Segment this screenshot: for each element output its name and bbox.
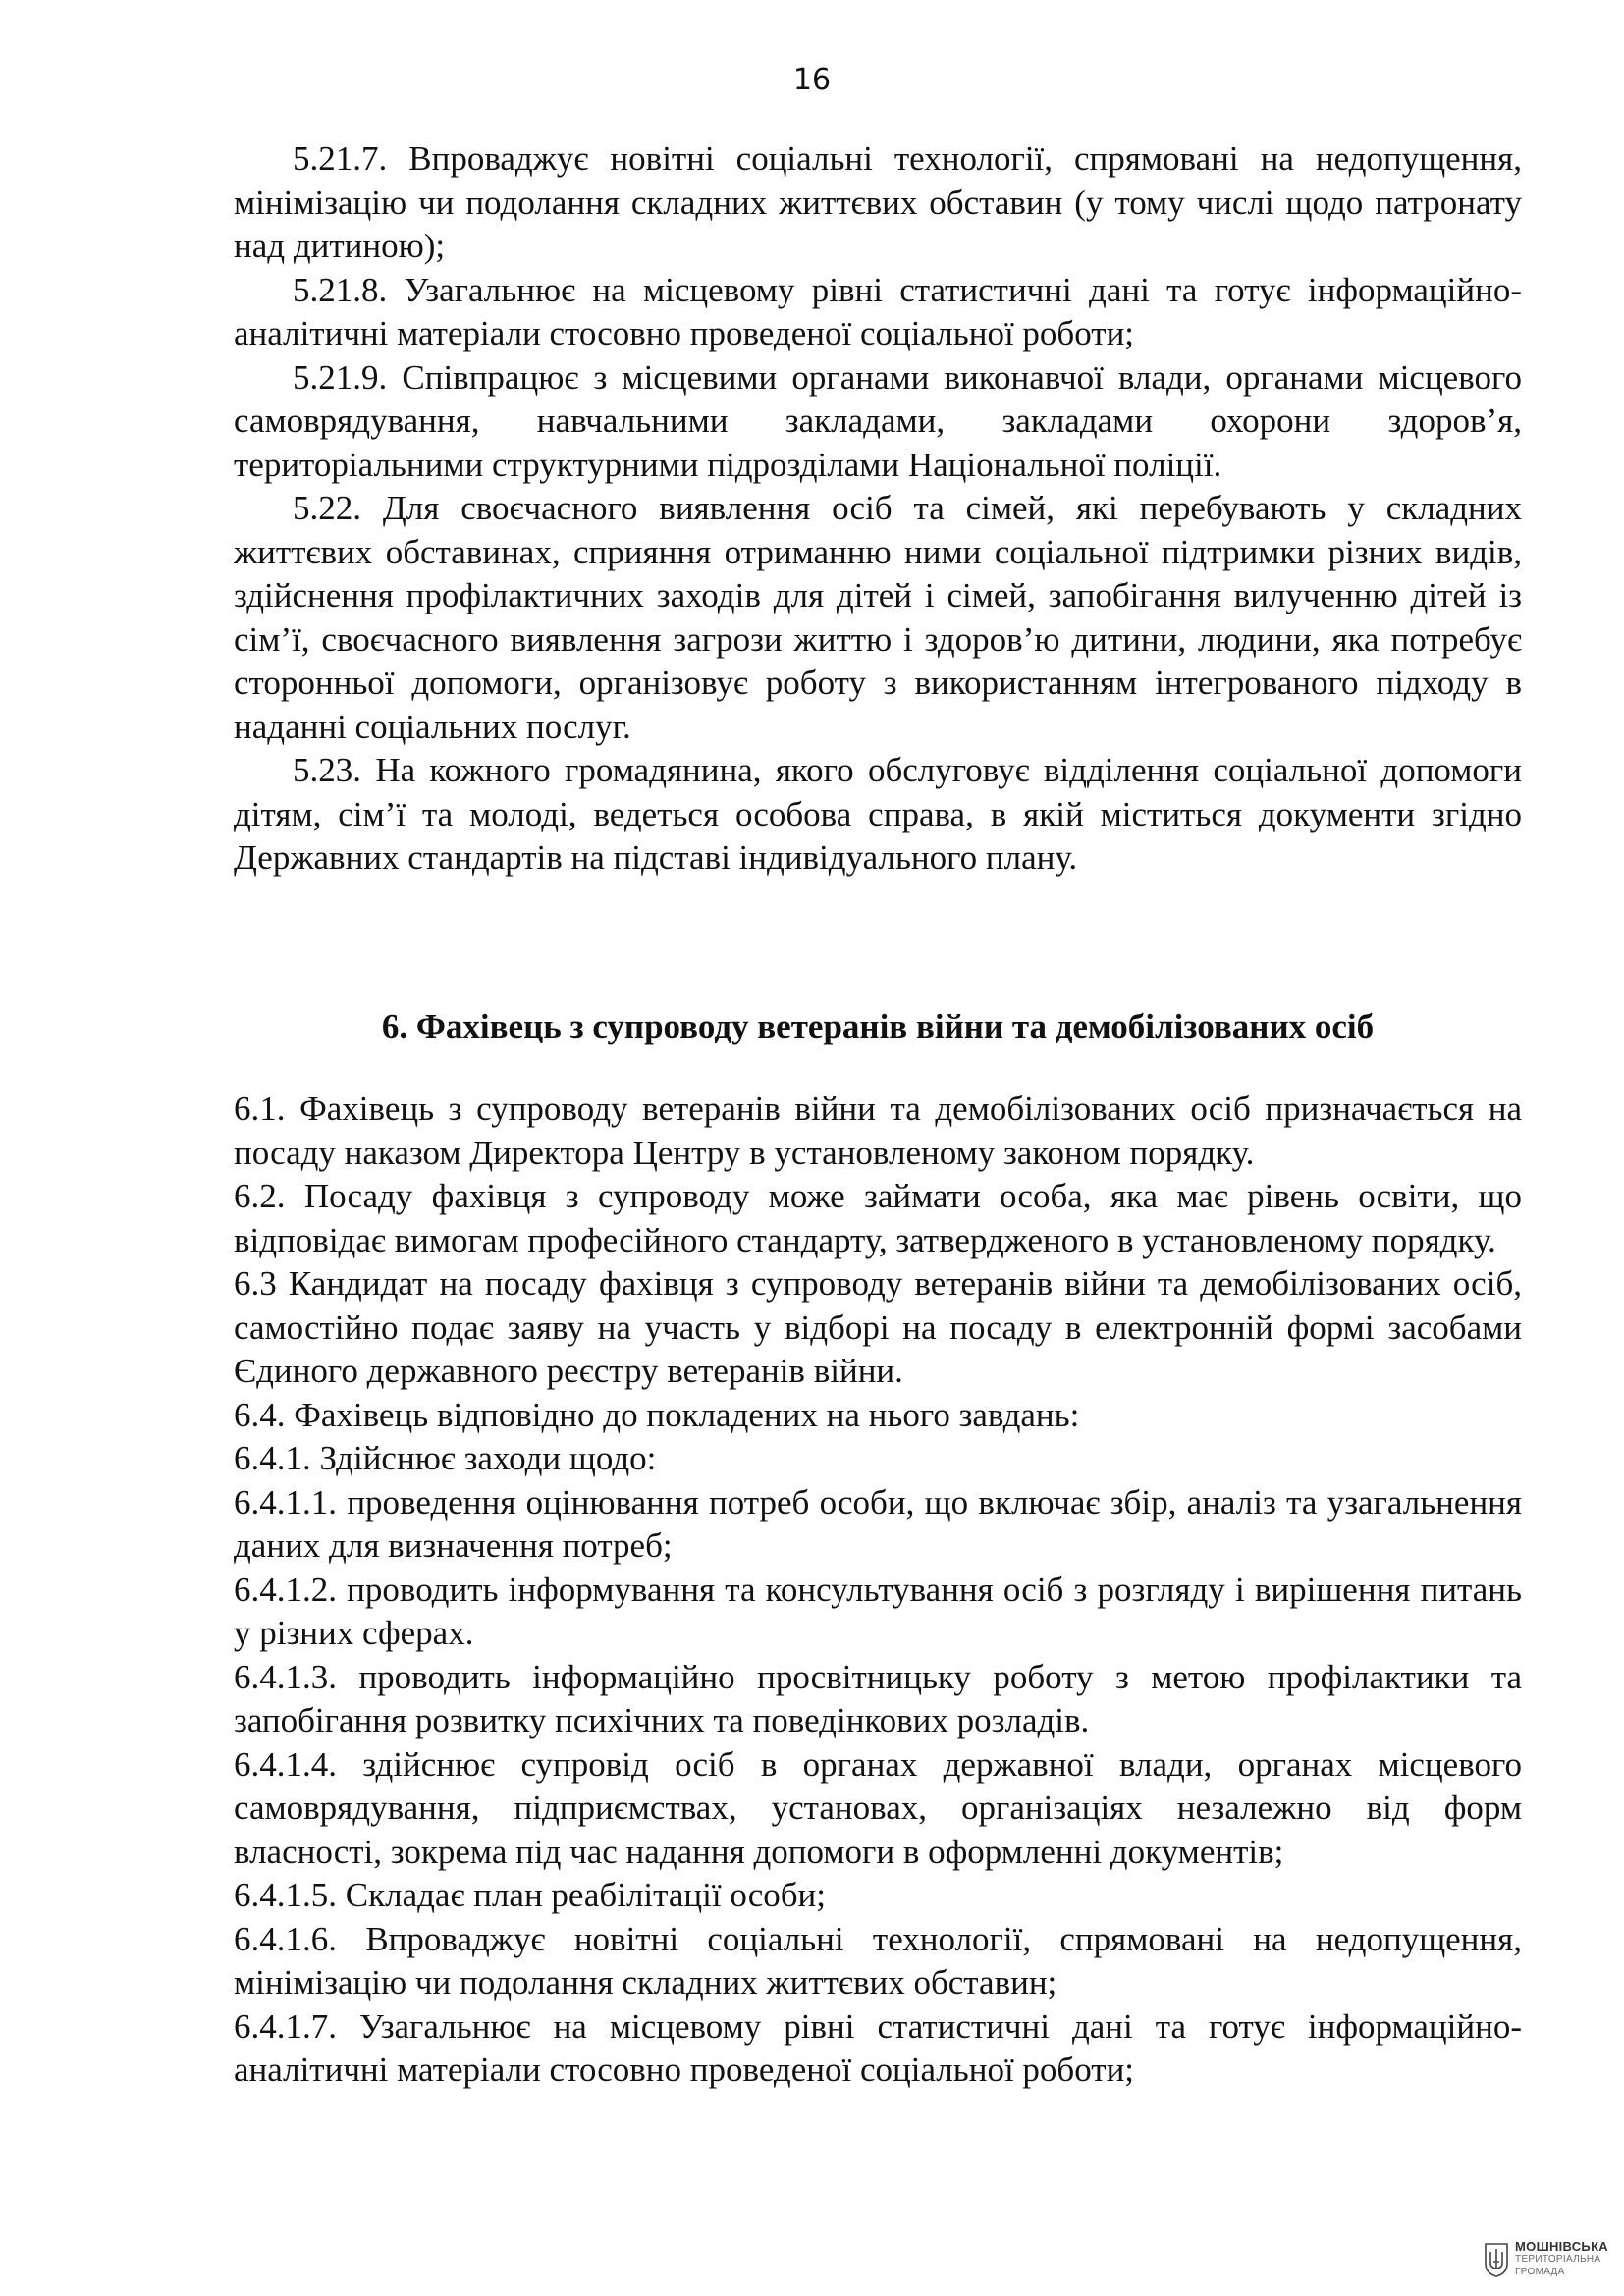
section-6-heading: 6. Фахівець з супроводу ветеранів війни та демобілізованих осіб [381,1007,1375,1045]
paragraph-5-22: 5.22. Для своєчасного виявлення осіб та сімей, які перебувають у складних життєвих обставинах, сприяння отриманню ними соціальної підтримки різних видів, здійснення профілактичних заходів для дітей і сімей, запобігання вилученню дітей із сім’ї, своєчасного виявлення загрози життю і здоров’ю дитини, людини, яка потребує сторонньої допомоги, організовує роботу з використанням інтегрованого підходу в наданні соціальних послуг. [234,489,1522,746]
logo-text-line3: ГРОМАДА [1515,2267,1565,2277]
paragraph-6-4-1-6: 6.4.1.6. Впроваджує новітні соціальні технології, спрямовані на недопущення, мінімізацію чи подолання складних життєвих обставин; [234,1919,1522,2002]
paragraph-5-21-7: 5.21.7. Впроваджує новітні соціальні технології, спрямовані на недопущення, мінімізацію чи подолання складних життєвих обставин (у тому числі щодо патронату над дитиною); [234,139,1522,265]
paragraph-6-3: 6.3 Кандидат на посаду фахівця з супроводу ветеранів війни та демобілізованих осіб, самостійно подає заяву на участь у відборі на посаду в електронній формі засобами Єдиного державного реєстру ветеранів війни. [234,1264,1522,1390]
paragraph-6-4-1-1: 6.4.1.1. проведення оцінювання потреб особи, що включає збір, аналіз та узагальнення даних для визначення потреб; [234,1482,1522,1565]
paragraph-6-4-1-4: 6.4.1.4. здійснює супровід осіб в органах державної влади, органах місцевого самоврядування, підприємствах, установах, організаціях незалежно від форм власності, зокрема під час надання допомоги в оформленні документів; [234,1744,1522,1871]
trident-emblem-icon [1484,2242,1509,2277]
paragraph-6-4-1-3: 6.4.1.3. проводить інформаційно просвітницьку роботу з метою профілактики та запобігання розвитку психічних та поведінкових розладів. [234,1657,1522,1739]
paragraph-6-4-1: 6.4.1. Здійснює заходи щодо: [234,1439,657,1477]
paragraph-6-1: 6.1. Фахівець з супроводу ветеранів війни та демобілізованих осіб призначається на посаду наказом Директора Центру в установленому законом порядку. [234,1090,1522,1172]
paragraph-6-4-1-7: 6.4.1.7. Узагальнює на місцевому рівні статистичні дані та готує інформаційно-аналітичні матеріали стосовно проведеної соціальної роботи; [234,2006,1522,2089]
paragraph-5-23: 5.23. На кожного громадянина, якого обслуговує відділення соціальної допомоги дітям, сім’ї та молоді, ведеться особова справа, в якій міститься документи згідно Державних стандартів на підставі індивідуального плану. [234,751,1522,877]
page-number: 16 [792,63,832,97]
document-body-section-5 [234,137,1522,881]
paragraph-5-21-9: 5.21.9. Співпрацює з місцевими органами виконавчої влади, органами місцевого самоврядування, навчальними закладами, закладами охорони здоров’я, територіальними структурними підрозділами Національної поліції. [234,357,1522,484]
paragraph-6-4: 6.4. Фахівець відповідно до покладених на нього завдань: [234,1395,1080,1434]
paragraph-6-2: 6.2. Посаду фахівця з супроводу може займати особа, яка має рівень освіти, що відповідає вимогам професійного стандарту, затвердженого в установленому порядку. [234,1177,1522,1259]
logo-text-line2: ТЕРИТОРІАЛЬНА [1515,2254,1601,2265]
paragraph-6-4-1-2: 6.4.1.2. проводить інформування та консультування осіб з розгляду і вирішення питань у різних сферах. [234,1570,1522,1652]
paragraph-5-21-8: 5.21.8. Узагальнює на місцевому рівні статистичні дані та готує інформаційно-аналітичні матеріали стосовно проведеної соціальної роботи; [234,270,1522,352]
community-logo [1484,2240,1608,2278]
document-body-section-6 [234,1088,1522,2093]
logo-text-line1: МОШНІВСЬКА [1515,2239,1608,2254]
paragraph-6-4-1-5: 6.4.1.5. Складає план реабілітації особи; [234,1876,826,1914]
